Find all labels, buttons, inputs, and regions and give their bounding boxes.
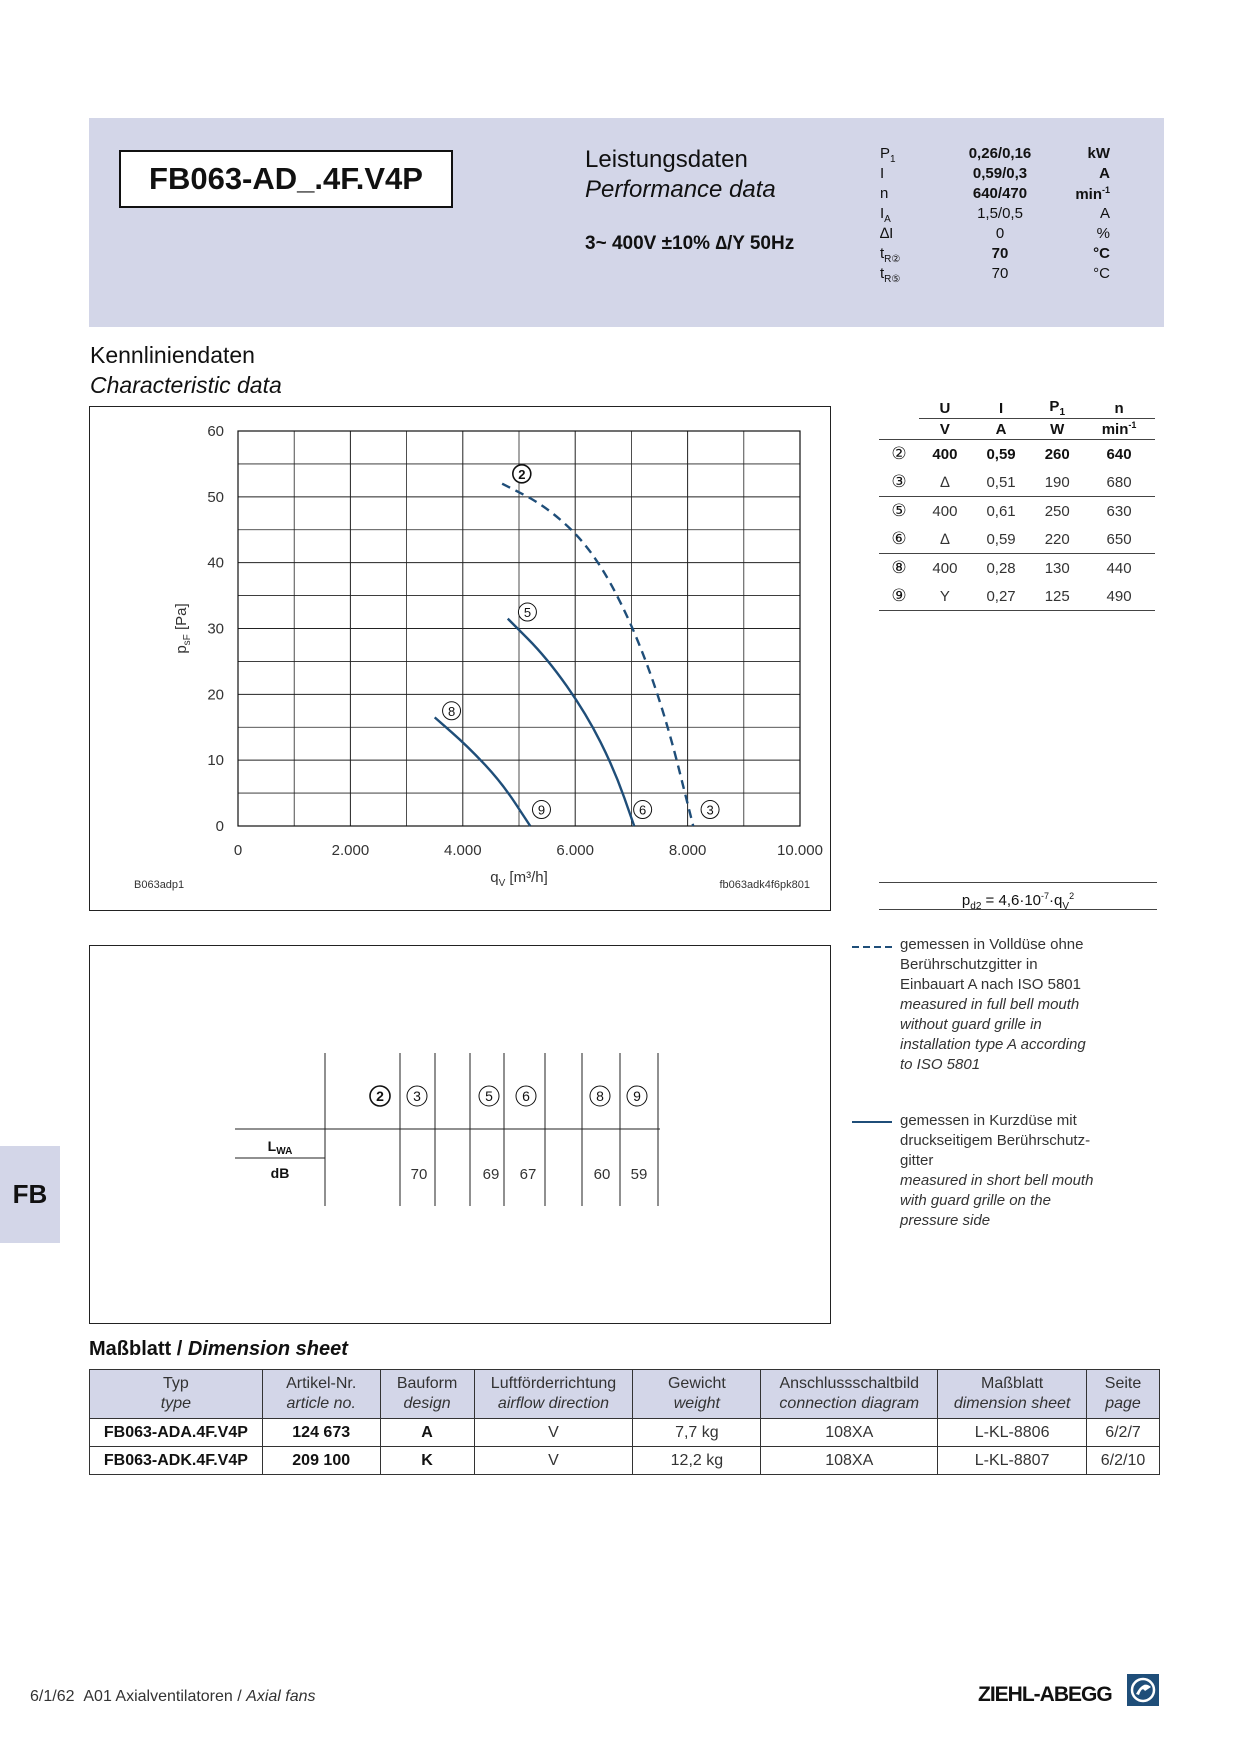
dim-cell: 108XA <box>761 1419 938 1447</box>
point-marker-6 <box>634 801 652 819</box>
legend-line: Berührschutzgitter in <box>900 956 1038 973</box>
legend-line: Einbauart A nach ISO 5801 <box>900 976 1081 993</box>
dim-row <box>90 1419 1160 1447</box>
dim-header: Seite page <box>1087 1370 1160 1419</box>
dimension-title: Maßblatt / Dimension sheet <box>89 1338 348 1360</box>
svg-text:5: 5 <box>523 605 532 621</box>
svg-text:9: 9 <box>537 802 546 818</box>
spec-value: 0,59/0,3 <box>972 165 1028 182</box>
voltage-rating: 3~ 400V ±10% ∆/Y 50Hz <box>585 233 795 254</box>
y-tick-label: 10 <box>207 752 224 770</box>
y-tick-label: 0 <box>215 818 224 835</box>
op-unit: W <box>1031 419 1083 440</box>
spec-row <box>880 145 1120 165</box>
performance-title <box>585 145 776 205</box>
op-unit: V <box>919 419 971 440</box>
lwa-point-5 <box>479 1086 499 1106</box>
dim-header: Gewicht weight <box>633 1370 761 1419</box>
legend-line: gitter <box>900 1152 934 1169</box>
sound-power-frame <box>89 945 831 1324</box>
svg-text:3: 3 <box>706 802 714 818</box>
op-row <box>879 440 1155 469</box>
spec-symbol: $I_A$ <box>880 205 891 225</box>
lwa-point-2 <box>370 1086 390 1106</box>
legend-line-en: measured in short bell mouth <box>900 1172 1094 1189</box>
spec-row <box>880 245 1120 265</box>
spec-symbol: $t_{R②}$ <box>880 245 901 265</box>
curve-5-6 <box>508 619 634 826</box>
svg-text:5: 5 <box>485 1088 493 1104</box>
x-tick-label: 4.000 <box>444 842 482 859</box>
footer-page-info: 6/1/62 A01 Axialventilatoren / Axial fans <box>30 1688 316 1705</box>
model-title: FB063-AD_.4F.V4P <box>119 150 453 208</box>
dim-cell: FB063-ADK.4F.V4P <box>90 1447 263 1475</box>
svg-text:2: 2 <box>518 466 526 482</box>
spec-unit: A <box>1099 205 1110 222</box>
lwa-point-9 <box>627 1086 647 1106</box>
y-tick-label: 60 <box>207 423 224 440</box>
op-cell: 650 <box>1106 530 1132 548</box>
dim-cell: K <box>380 1447 474 1475</box>
op-header-row <box>879 398 1155 419</box>
curve-8-9 <box>435 717 531 826</box>
lwa-point-3 <box>407 1086 427 1106</box>
dim-cell: 12,2 kg <box>633 1447 761 1475</box>
performance-title-de: Leistungsdaten <box>585 146 748 173</box>
op-header-U: U <box>939 399 951 417</box>
op-row <box>879 582 1155 611</box>
dim-cell: 6/2/7 <box>1087 1419 1160 1447</box>
lwa-value: 69 <box>482 1166 500 1183</box>
spec-row <box>880 205 1120 225</box>
op-cell: ∆ <box>940 473 950 491</box>
performance-title-en: Performance data <box>585 176 776 203</box>
lwa-label: $L_{WA}$ <box>267 1138 293 1157</box>
side-tab: FB <box>0 1146 60 1243</box>
legend-line-en: without guard grille in <box>900 1016 1042 1033</box>
y-tick-label: 30 <box>207 620 224 638</box>
op-header-I: I <box>998 399 1004 417</box>
spec-unit: A <box>1099 165 1110 182</box>
op-cell: 440 <box>1083 554 1155 583</box>
spec-unit: °C <box>1093 245 1110 262</box>
op-row <box>879 468 1155 497</box>
pressure-formula: $p_{d2} = 4,6\cdot 10^{-7}\cdot q_V^2$ <box>879 882 1157 910</box>
spec-unit: °C <box>1093 265 1110 282</box>
legend-dashed-text <box>900 935 1086 1075</box>
op-cell: 0,59 <box>971 440 1031 469</box>
dim-cell: A <box>380 1419 474 1447</box>
op-cell: 640 <box>1083 440 1155 469</box>
dim-cell: V <box>474 1447 633 1475</box>
point-marker-8 <box>443 702 461 720</box>
point-marker-2 <box>513 465 531 483</box>
x-tick-label: 8.000 <box>668 842 707 859</box>
spec-symbol: I <box>880 165 885 182</box>
dim-header: Typ type <box>90 1370 263 1419</box>
legend-solid-text <box>900 1111 1093 1231</box>
brand-logo-icon <box>1127 1674 1159 1706</box>
svg-text:3: 3 <box>413 1088 421 1104</box>
x-tick-label: 2.000 <box>331 842 370 859</box>
spec-unit: $\min^{-1}$ <box>1075 185 1110 203</box>
op-point: ⑤ <box>879 497 919 526</box>
y-tick-label: 40 <box>207 554 224 572</box>
lwa-point-8 <box>590 1086 610 1106</box>
lwa-value: 70 <box>410 1166 428 1183</box>
dim-header: Luftförderrichtung airflow direction <box>474 1370 633 1419</box>
op-cell: 190 <box>1044 473 1070 491</box>
spec-symbol: $P_1$ <box>880 145 896 165</box>
op-cell: 250 <box>1031 497 1083 526</box>
op-header-n: n <box>1114 399 1124 417</box>
spec-value: 70 <box>991 265 1009 282</box>
op-cell: 400 <box>919 440 971 469</box>
dim-cell: V <box>474 1419 633 1447</box>
legend-dashed-line <box>852 944 892 950</box>
op-point: ⑥ <box>891 529 907 548</box>
y-tick-label: 50 <box>207 488 224 506</box>
operating-points-table <box>879 398 1155 611</box>
spec-symbol: ∆I <box>880 225 894 242</box>
op-cell: 400 <box>919 554 971 583</box>
op-point: ② <box>879 440 919 469</box>
dim-row <box>90 1447 1160 1475</box>
dim-cell: FB063-ADA.4F.V4P <box>90 1419 263 1447</box>
chart-frame <box>89 406 831 911</box>
op-row <box>879 497 1155 526</box>
op-cell: Y <box>939 587 950 605</box>
spec-value: 1,5/0,5 <box>977 205 1023 222</box>
x-tick-label: 6.000 <box>556 842 594 859</box>
spec-row <box>880 225 1120 245</box>
legend-line-en: measured in full bell mouth <box>900 996 1080 1013</box>
op-cell: ∆ <box>940 530 950 548</box>
spec-value: 0,26/0,16 <box>968 145 1032 162</box>
legend-solid-line <box>852 1119 892 1125</box>
point-marker-3 <box>701 801 719 819</box>
op-row <box>879 554 1155 583</box>
op-header-P: $P_1$ <box>1049 398 1065 418</box>
x-axis-label: $q_V$ [m³/h] <box>490 869 548 889</box>
spec-row <box>880 265 1120 285</box>
op-cell: 0,27 <box>986 587 1016 605</box>
svg-text:9: 9 <box>633 1088 641 1104</box>
legend-line-en: with guard grille on the <box>900 1192 1051 1209</box>
op-unit: A <box>971 419 1031 440</box>
dim-cell: 209 100 <box>262 1447 380 1475</box>
characteristic-chart <box>90 407 830 910</box>
op-row <box>879 525 1155 554</box>
x-tick-label: 0 <box>233 842 243 859</box>
spec-value: 70 <box>991 245 1009 262</box>
spec-unit: % <box>1096 225 1110 242</box>
svg-text:6: 6 <box>639 802 647 818</box>
spec-value: 640/470 <box>972 185 1028 202</box>
svg-text:8: 8 <box>447 703 456 719</box>
op-cell: 680 <box>1106 473 1132 491</box>
x-tick-label: 10.000 <box>777 842 823 859</box>
dim-cell: 124 673 <box>262 1419 380 1447</box>
chart-code-left: B063adp1 <box>134 879 185 891</box>
dim-cell: 6/2/10 <box>1087 1447 1160 1475</box>
svg-text:8: 8 <box>596 1088 604 1104</box>
spec-row <box>880 185 1120 205</box>
sound-power-table <box>90 946 830 1323</box>
section-title <box>90 340 282 400</box>
op-cell: 0,51 <box>986 473 1016 491</box>
op-cell: 490 <box>1106 587 1132 605</box>
spec-unit: kW <box>1087 145 1110 162</box>
dim-header: Bauform design <box>380 1370 474 1419</box>
curve-2-3 <box>502 484 693 826</box>
op-cell: 220 <box>1044 530 1070 548</box>
op-unit: $\min^{-1}$ <box>1083 419 1155 440</box>
dim-header: Maßblatt dimension sheet <box>938 1370 1087 1419</box>
chart-code-right: fb063adk4f6pk801 <box>719 879 810 891</box>
dim-cell: 7,7 kg <box>633 1419 761 1447</box>
legend-line-en: installation type A according <box>900 1036 1086 1053</box>
svg-text:6: 6 <box>522 1088 530 1104</box>
dim-cell: L-KL-8806 <box>938 1419 1087 1447</box>
spec-symbol: $t_{R⑤}$ <box>880 265 901 285</box>
y-axis-label: $p_{sF}$ [Pa] <box>173 603 193 654</box>
op-point: ③ <box>891 472 907 491</box>
brand-name: ZIEHL-ABEGG <box>978 1683 1112 1706</box>
lwa-value: 60 <box>593 1166 611 1183</box>
dim-cell: L-KL-8807 <box>938 1447 1087 1475</box>
op-cell: 0,59 <box>986 530 1016 548</box>
lwa-unit: dB <box>270 1165 290 1181</box>
lwa-value: 67 <box>519 1166 537 1183</box>
op-cell: 400 <box>919 497 971 526</box>
dim-header: Anschlussschaltbild connection diagram <box>761 1370 938 1419</box>
legend-line: gemessen in Volldüse ohne <box>900 936 1084 953</box>
section-title-de: Kennliniendaten <box>90 342 255 368</box>
op-point: ⑨ <box>891 586 907 605</box>
point-marker-5 <box>518 603 536 621</box>
dim-cell: 108XA <box>761 1447 938 1475</box>
lwa-point-6 <box>516 1086 536 1106</box>
svg-text:2: 2 <box>376 1088 384 1104</box>
op-cell: 0,61 <box>971 497 1031 526</box>
op-point: ⑧ <box>879 554 919 583</box>
dim-header: Artikel-Nr. article no. <box>262 1370 380 1419</box>
legend-line-en: pressure side <box>900 1212 991 1229</box>
spec-value: 0 <box>995 225 1005 242</box>
op-cell: 630 <box>1083 497 1155 526</box>
legend-line: gemessen in Kurzdüse mit <box>900 1112 1077 1129</box>
section-title-en: Characteristic data <box>90 372 282 398</box>
spec-row <box>880 165 1120 185</box>
op-cell: 125 <box>1044 587 1070 605</box>
y-tick-label: 20 <box>207 686 224 704</box>
op-cell: 0,28 <box>971 554 1031 583</box>
legend-line: druckseitigem Berührschutz- <box>900 1132 1091 1149</box>
op-cell: 260 <box>1031 440 1083 469</box>
op-cell: 130 <box>1031 554 1083 583</box>
spec-symbol: n <box>880 185 889 202</box>
legend-line-en: to ISO 5801 <box>900 1056 981 1073</box>
op-unit-row <box>879 419 1155 440</box>
point-marker-9 <box>532 801 550 819</box>
lwa-value: 59 <box>630 1166 648 1183</box>
dimension-table <box>89 1369 1160 1475</box>
